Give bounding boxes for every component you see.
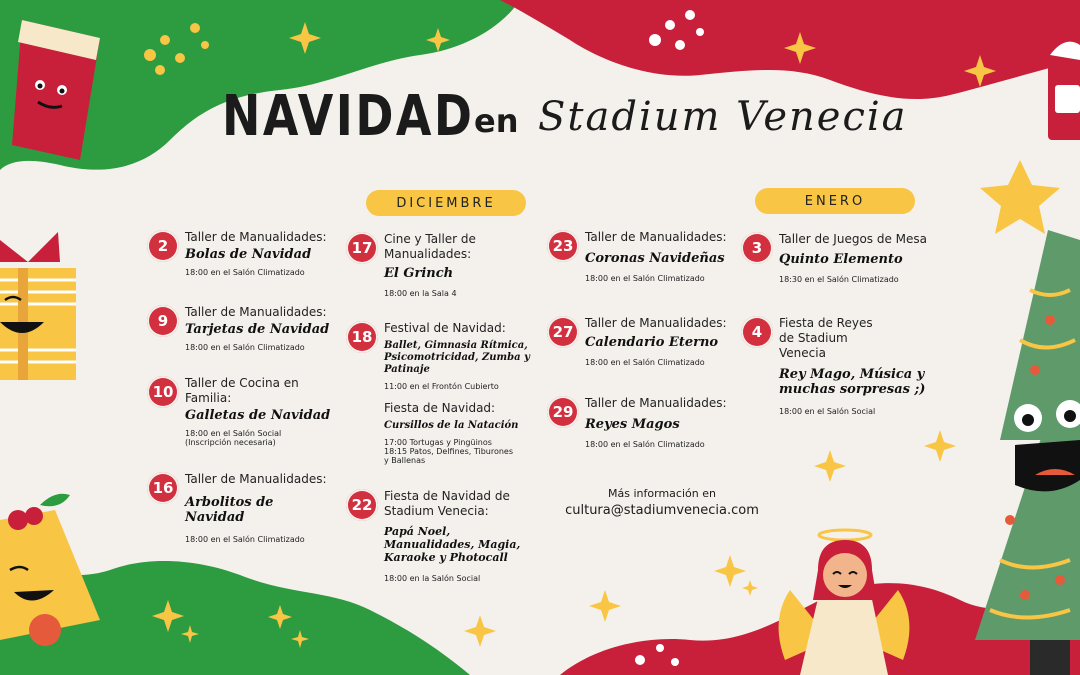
event-category: Taller de Manualidades: bbox=[185, 305, 327, 319]
event-details: 18:00 en el Salón Climatizado bbox=[585, 440, 705, 449]
event-details: 18:00 en el Salón Social (Inscripción necesaria) bbox=[185, 429, 282, 447]
event-name: Bolas de Navidad bbox=[185, 247, 312, 262]
event-details: 11:00 en el Frontón Cubierto bbox=[384, 382, 499, 391]
month-label-december: DICIEMBRE bbox=[366, 190, 526, 216]
event-day-badge: 17 bbox=[346, 232, 378, 264]
event-category: Fiesta de Navidad: bbox=[384, 401, 496, 415]
event-day-badge: 23 bbox=[547, 230, 579, 262]
event-name: Tarjetas de Navidad bbox=[185, 322, 330, 337]
card-icon bbox=[1048, 42, 1080, 140]
event-category: Taller de Manualidades: bbox=[185, 230, 327, 244]
event-name: Quinto Elemento bbox=[779, 252, 903, 267]
event-name: Calendario Eterno bbox=[585, 335, 719, 350]
event-name: El Grinch bbox=[384, 266, 454, 281]
event-day-badge: 9 bbox=[147, 305, 179, 337]
more-info bbox=[550, 487, 774, 518]
event-name: Cursillos de la Natación bbox=[384, 420, 519, 431]
event-details: 18:00 en el Salón Climatizado bbox=[185, 535, 305, 544]
christmas-tree-character-icon bbox=[975, 160, 1080, 675]
event-category: Fiesta de Navidad de Stadium Venecia: bbox=[384, 489, 510, 518]
event-day-badge: 2 bbox=[147, 230, 179, 262]
event-category: Taller de Manualidades: bbox=[585, 230, 727, 244]
event-category: Taller de Manualidades: bbox=[585, 316, 727, 330]
event-category: Fiesta de Reyes de Stadium Venecia bbox=[779, 316, 873, 360]
gift-character-icon bbox=[0, 232, 76, 380]
event-category: Taller de Manualidades: bbox=[585, 396, 727, 410]
event-category: Taller de Juegos de Mesa bbox=[779, 232, 928, 246]
event-details: 18:00 en el Salón Climatizado bbox=[185, 343, 305, 352]
event-day-badge: 22 bbox=[346, 489, 378, 521]
event-name: Coronas Navideñas bbox=[585, 251, 725, 266]
event-details: 18:00 en la Salón Social bbox=[384, 574, 481, 583]
event-details: 18:30 en el Salón Climatizado bbox=[779, 275, 899, 284]
event-category: Festival de Navidad: bbox=[384, 321, 506, 335]
event-day-badge: 29 bbox=[547, 396, 579, 428]
title-navidad: NAVIDAD bbox=[222, 84, 475, 149]
event-day-badge: 18 bbox=[346, 321, 378, 353]
event-name: Ballet, Gimnasia Rítmica, Psicomotricidad, Zumba y Patinaje bbox=[384, 340, 530, 375]
event-day-badge: 3 bbox=[741, 232, 773, 264]
event-name: Galletas de Navidad bbox=[185, 408, 331, 423]
event-details: 18:00 en la Sala 4 bbox=[384, 289, 457, 298]
event-day-badge: 10 bbox=[147, 376, 179, 408]
contact-email-link[interactable]: cultura@stadiumvenecia.com bbox=[565, 503, 759, 518]
event-category: Cine y Taller de Manualidades: bbox=[384, 232, 476, 261]
angel-character-icon bbox=[779, 530, 910, 675]
event-details: 18:00 en el Salón Social bbox=[779, 407, 876, 416]
event-sub-item bbox=[384, 401, 534, 465]
event-category: Taller de Cocina en Familia: bbox=[185, 376, 299, 405]
event-name: Rey Mago, Música y muchas sorpresas ;) bbox=[779, 367, 926, 397]
event-details: 18:00 en el Salón Climatizado bbox=[185, 268, 305, 277]
event-day-badge: 27 bbox=[547, 316, 579, 348]
more-info-label: Más información en bbox=[608, 487, 716, 500]
title-stadium-venecia: Stadium Venecia bbox=[538, 94, 908, 140]
event-details: 17:00 Tortugas y Pingüinos 18:15 Patos, Delfines, Tiburones y Ballenas bbox=[384, 438, 514, 465]
event-details: 18:00 en el Salón Climatizado bbox=[585, 274, 705, 283]
title-en: en bbox=[474, 102, 519, 140]
event-category: Taller de Manualidades: bbox=[185, 472, 327, 486]
month-label-january: ENERO bbox=[755, 188, 915, 214]
event-name: Reyes Magos bbox=[585, 417, 680, 432]
event-name: Arbolitos de Navidad bbox=[185, 495, 274, 525]
event-day-badge: 4 bbox=[741, 316, 773, 348]
event-details: 18:00 en el Salón Climatizado bbox=[585, 358, 705, 367]
event-name: Papá Noel, Manualidades, Magia, Karaoke y Photocall bbox=[384, 525, 521, 564]
event-day-badge: 16 bbox=[147, 472, 179, 504]
